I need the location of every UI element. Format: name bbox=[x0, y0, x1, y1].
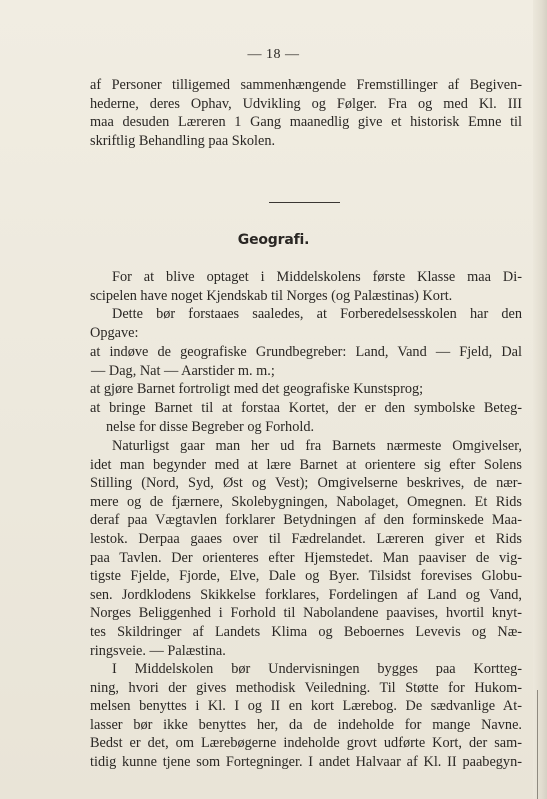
text-line: melsen benyttes i Kl. I og II en kort Lærebog. De sædvanlige At- bbox=[90, 698, 522, 715]
text-line: at gjøre Barnet fortroligt med det geografiske Kunstsprog; bbox=[90, 381, 424, 397]
text-line: scipelen have noget Kjendskab til Norges (og Palæstinas) Kort. bbox=[90, 287, 453, 304]
text-line: hederne, deres Ophav, Udvikling og Følger. Fra og med Kl. III bbox=[90, 95, 522, 112]
text-line: lestok. Derpaa gaaes over til Fædrelandet. Læreren giver et Rids bbox=[90, 530, 522, 547]
text-line: ringsveie. — Palæstina. bbox=[90, 642, 226, 659]
text-line: nelse for disse Begreber og Forhold. bbox=[106, 418, 315, 435]
section-divider bbox=[269, 202, 340, 203]
section-heading: Geografi. bbox=[237, 232, 310, 248]
paragraph-map bbox=[90, 399, 522, 436]
intro-paragraph bbox=[90, 76, 522, 150]
text-line: maa desuden Læreren 1 Gang maanedlig give et historisk Emne til bbox=[90, 114, 522, 131]
text-line: at indøve de geografiske Grundbegreber: Land, Vand — Fjeld, Dal bbox=[90, 344, 522, 360]
paragraph-task bbox=[90, 305, 522, 342]
page-edge-shadow bbox=[533, 0, 547, 799]
text-line: — Dag, Nat — Aarstider m. m.; bbox=[91, 362, 275, 379]
paragraph-admission bbox=[90, 268, 522, 305]
text-line: tigste Fjelde, Fjorde, Elve, Dale og Byer. Tilsidst forevises Globu- bbox=[90, 568, 522, 585]
paragraph-surroundings bbox=[90, 437, 522, 660]
text-line: paa Tavlen. Der orienteres efter Hjemstedet. Man paaviser de vig- bbox=[90, 549, 522, 566]
text-line: deraf paa Vægtavlen forklarer Betydningen af den forminskede Maa- bbox=[90, 512, 522, 529]
text-line: I Middelskolen bør Undervisningen bygges paa Kortteg- bbox=[112, 661, 522, 677]
text-line: For at blive optaget i Middelskolens første Klasse maa Di- bbox=[112, 269, 522, 285]
text-line: mere og de fjærnere, Skolebygningen, Nabolaget, Omegnen. Et Rids bbox=[90, 493, 522, 510]
text-line: idet man begynder med at lære Barnet at orientere sig efter Solens bbox=[90, 456, 522, 473]
text-line: sen. Jordklodens Skikkelse forklares, Fordelingen af Land og Vand, bbox=[90, 586, 522, 603]
text-line: Dette bør forstaaes saaledes, at Forberedelsesskolen har den bbox=[112, 306, 522, 322]
text-line: Norges Beliggenhed i Forhold til Nabolandene paavises, hvortil knyt- bbox=[90, 605, 522, 622]
text-line: tes Skildringer af Landets Klima og Beboernes Levevis og Næ- bbox=[90, 623, 522, 640]
text-line: af Personer tilligemed sammenhængende Fremstillinger af Begiven- bbox=[90, 77, 522, 93]
text-line: lasser bør ikke benyttes her, da de indeholde for mange Navne. bbox=[90, 716, 522, 733]
text-line: ning, hvori der gives methodisk Veiledning. Til Støtte for Hukom- bbox=[90, 679, 522, 696]
text-line: Stilling (Nord, Syd, Øst og Vest); Omgivelserne beskrives, de nær- bbox=[90, 475, 522, 492]
paragraph-terminology bbox=[90, 380, 522, 399]
paragraph-basic-concepts bbox=[90, 343, 522, 380]
text-line: at bringe Barnet til at forstaa Kortet, der er den symbolske Beteg- bbox=[90, 400, 522, 416]
paragraph-middle-school bbox=[90, 660, 522, 772]
text-line: tidig kunne tjene som Fortegninger. I andet Halvaar af Kl. II paabegyn- bbox=[90, 753, 522, 770]
text-line: Bedst er det, om Lærebøgerne indeholde grovt udførte Kort, der sam- bbox=[90, 735, 522, 752]
page-number: — 18 — bbox=[247, 47, 300, 62]
text-line: skriftlig Behandling paa Skolen. bbox=[90, 132, 276, 149]
text-line: Opgave: bbox=[90, 324, 139, 341]
text-line: Naturligst gaar man her ud fra Barnets nærmeste Omgivelser, bbox=[112, 438, 522, 454]
binding-line bbox=[537, 690, 538, 799]
